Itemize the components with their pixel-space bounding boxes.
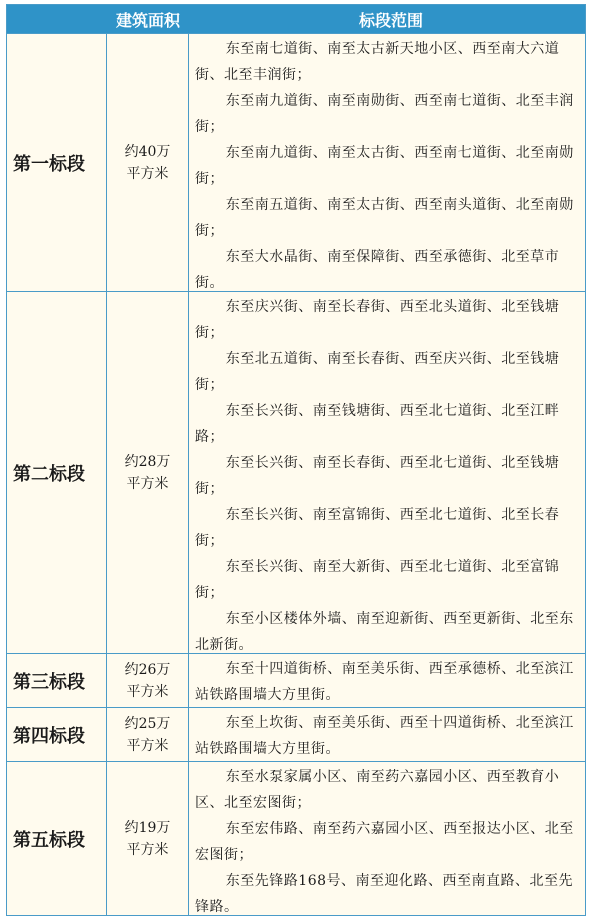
range-item: 东至长兴街、南至大新街、西至北七道街、北至富锦街； xyxy=(195,559,560,601)
range-item: 东至上坎街、南至美乐街、西至十四道街桥、北至滨江站铁路围墙大方里街。 xyxy=(195,715,574,757)
section-table xyxy=(6,4,586,916)
area-unit: 平方米 xyxy=(126,737,169,754)
table-row xyxy=(7,707,585,761)
area-unit: 平方米 xyxy=(126,475,169,492)
table-row xyxy=(7,33,585,291)
section-area xyxy=(107,654,189,707)
area-unit: 平方米 xyxy=(126,165,169,182)
section-name: 第一标段 xyxy=(7,34,107,291)
section-area xyxy=(107,762,189,915)
range-item: 东至长兴街、南至富锦街、西至北七道街、北至长春街； xyxy=(195,507,560,549)
range-item: 东至南七道街、南至太古新天地小区、西至南大六道街、北至丰润街； xyxy=(195,41,560,83)
header-blank-cell xyxy=(7,5,107,33)
header-range: 标段范围 xyxy=(358,10,423,30)
table-row xyxy=(7,653,585,707)
section-name: 第四标段 xyxy=(7,708,107,761)
section-range xyxy=(189,708,585,761)
section-range xyxy=(189,292,585,653)
table-header xyxy=(7,5,585,33)
section-range xyxy=(189,762,585,915)
table-row xyxy=(7,761,585,915)
range-item: 东至长兴街、南至长春街、西至北七道街、北至钱塘街； xyxy=(195,455,560,497)
header-area: 建筑面积 xyxy=(115,10,180,30)
range-item: 东至小区楼体外墙、南至迎新街、西至更新街、北至东北新街。 xyxy=(195,611,574,653)
range-item: 东至南五道街、南至太古街、西至南头道街、北至南勋街； xyxy=(195,197,574,239)
range-item: 东至北五道街、南至长春街、西至庆兴街、北至钱塘街； xyxy=(195,351,560,393)
range-item: 东至水泵家属小区、南至药六嘉园小区、西至教育小区、北至宏图街； xyxy=(195,769,560,811)
area-value: 约25万 xyxy=(124,715,171,732)
area-value: 约40万 xyxy=(124,143,171,160)
table-row xyxy=(7,291,585,653)
area-unit: 平方米 xyxy=(126,683,169,700)
range-item: 东至先锋路168号、南至迎化路、西至南直路、北至先锋路。 xyxy=(195,873,574,915)
range-item: 东至长兴街、南至钱塘街、西至北七道街、北至江畔路； xyxy=(195,403,560,445)
area-value: 约19万 xyxy=(124,819,171,836)
section-name: 第三标段 xyxy=(7,654,107,707)
range-item: 东至大水晶街、南至保障街、西至承德街、北至草市街。 xyxy=(195,249,560,291)
area-value: 约28万 xyxy=(124,453,171,470)
section-name: 第二标段 xyxy=(7,292,107,653)
section-area xyxy=(107,34,189,291)
area-value: 约26万 xyxy=(124,661,171,678)
range-item: 东至南九道街、南至南勋街、西至南七道街、北至丰润街； xyxy=(195,93,574,135)
range-item: 东至南九道街、南至太古街、西至南七道街、北至南勋街； xyxy=(195,145,574,187)
area-unit: 平方米 xyxy=(126,841,169,858)
section-area xyxy=(107,292,189,653)
range-item: 东至十四道街桥、南至美乐街、西至承德桥、北至滨江站铁路围墙大方里街。 xyxy=(195,661,574,703)
section-name: 第五标段 xyxy=(7,762,107,915)
section-area xyxy=(107,708,189,761)
range-item: 东至宏伟路、南至药六嘉园小区、西至报达小区、北至宏图街； xyxy=(195,821,574,863)
section-range xyxy=(189,34,585,291)
range-item: 东至庆兴街、南至长春街、西至北头道街、北至钱塘街； xyxy=(195,299,560,341)
section-range xyxy=(189,654,585,707)
